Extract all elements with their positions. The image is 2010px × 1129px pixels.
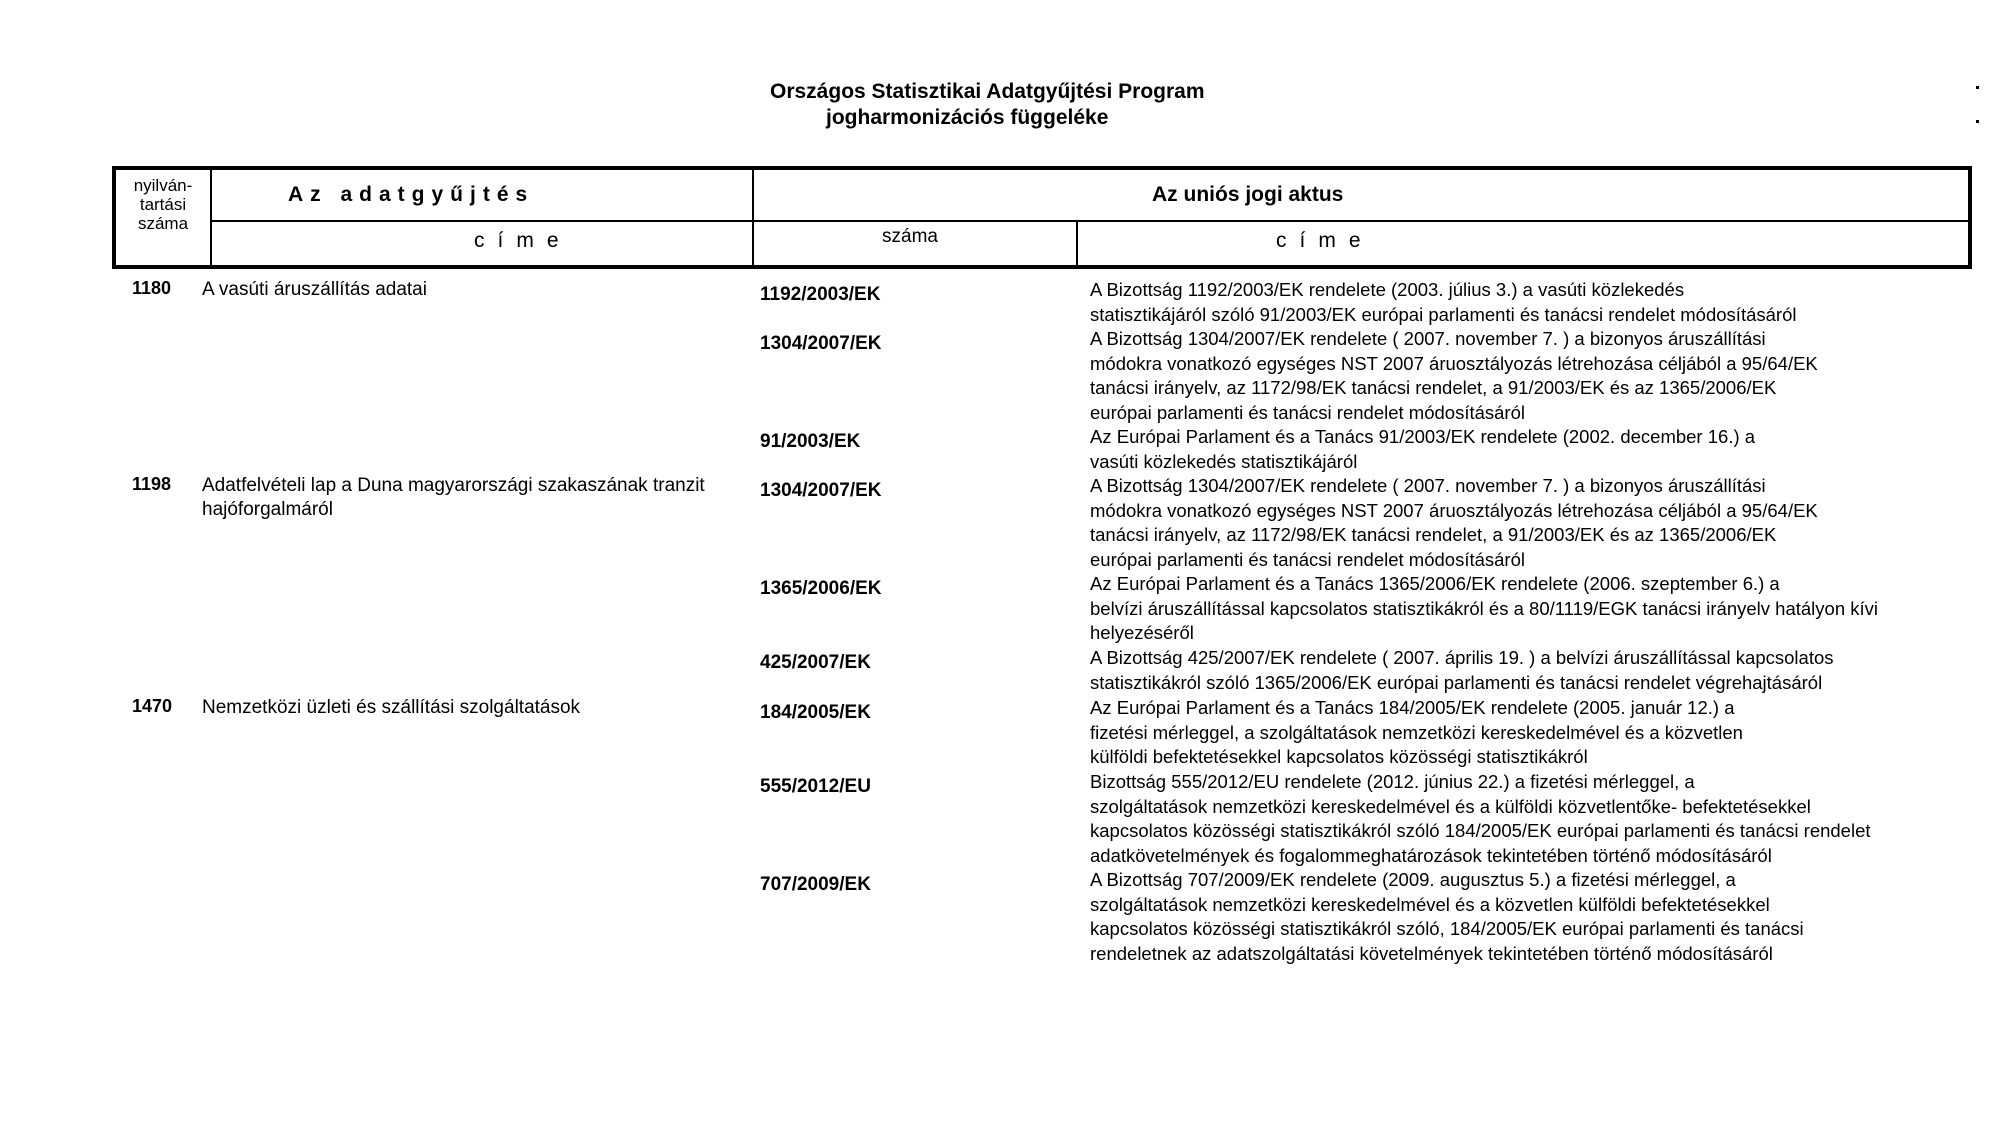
header-adatgyujtes: Az adatgyűjtés (212, 170, 754, 222)
margin-dot (1976, 86, 1979, 89)
act-code: 1304/2007/EK (760, 333, 882, 354)
collection-number: 1470 (132, 696, 173, 716)
header-aktus-szama: száma (754, 222, 1078, 265)
act-title: A Bizottság 1192/2003/EK rendelete (2003. július 3.) a vasúti közlekedés statisztikájáról szóló 91/2003/EK európai parlamenti és tanácsi rendelet módosításáról (1090, 279, 1797, 325)
page-subtitle: jogharmonizációs függeléke (826, 106, 1109, 129)
header-adatgyujtes-cime: címe (212, 222, 754, 265)
act-code: 1304/2007/EK (760, 480, 882, 501)
act-title: A Bizottság 1304/2007/EK rendelete ( 2007. november 7. ) a bizonyos áruszállítási módokra vonatkozó egységes NST 2007 áruosztályozás létrehozása céljából a 95/64/EK tanácsi irányelv, az 1172/98/EK tanácsi rendelet, a 91/2003/EK és az 1365/2006/EK európai parlamenti és tanácsi rendelet módosításáról (1090, 475, 1818, 570)
act-code: 707/2009/EK (760, 874, 871, 895)
table-body (0, 278, 2010, 978)
act-title: A Bizottság 707/2009/EK rendelete (2009. augusztus 5.) a fizetési mérleggel, a szolgáltatások nemzetközi kereskedelmével és a közvetlen külföldi befektetésekkel kapcsolatos közösségi statisztikákról szóló, 184/2005/EK európai parlamenti és tanácsi rendeletnek az adatszolgáltatási követelmények tekintetében történő módosításáról (1090, 869, 1804, 964)
table-header (112, 166, 1972, 269)
act-code: 425/2007/EK (760, 652, 871, 673)
page-title-block (0, 80, 2010, 140)
header-nyilvantartasi-szama (116, 170, 212, 265)
header-unios-jogi-aktus: Az uniós jogi aktus (754, 170, 1968, 222)
act-title: A Bizottság 425/2007/EK rendelete ( 2007. április 19. ) a belvízi áruszállítással kapcsolatos statisztikákról szóló 1365/2006/EK európai parlamenti és tanácsi rendelet végrehajtásáról (1090, 647, 1834, 693)
act-code: 555/2012/EU (760, 776, 871, 797)
header-nyilv-label: nyilván- tartási száma (133, 176, 193, 233)
act-title: Az Európai Parlament és a Tanács 91/2003/EK rendelete (2002. december 16.) a vasúti közlekedés statisztikájáról (1090, 426, 1756, 472)
page-title: Országos Statisztikai Adatgyűjtési Program (770, 80, 1205, 103)
act-title: Bizottság 555/2012/EU rendelete (2012. június 22.) a fizetési mérleggel, a szolgáltatások nemzetközi kereskedelmével és a külföldi közvetlentőke- befektetésekkel kapcsolatos közösségi statisztikákról szóló 184/2005/EK európai parlamenti és tanácsi rendelet adatkövetelmények és fogalommeghatározások tekintetében történő módosításáról (1090, 771, 1871, 866)
collection-title: Adatfelvételi lap a Duna magyarországi szakaszának tranzit hajóforgalmáról (202, 475, 705, 520)
margin-dot (1976, 120, 1979, 123)
act-code: 1192/2003/EK (760, 284, 881, 305)
collection-number: 1180 (132, 278, 172, 298)
collection-number: 1198 (132, 474, 172, 494)
act-title: Az Európai Parlament és a Tanács 184/2005/EK rendelete (2005. január 12.) a fizetési mérleggel, a szolgáltatások nemzetközi kereskedelmével és a közvetlen külföldi befektetésekkel kapcsolatos közösségi statisztikákról (1090, 697, 1743, 768)
act-title: Az Európai Parlament és a Tanács 1365/2006/EK rendelete (2006. szeptember 6.) a belvízi áruszállítással kapcsolatos statisztikákról és a 80/1119/EGK tanácsi irányelv hatályon kívi helyezéséről (1090, 573, 1878, 644)
header-aktus-cime: címe (1276, 229, 1374, 252)
act-title: A Bizottság 1304/2007/EK rendelete ( 2007. november 7. ) a bizonyos áruszállítási módokra vonatkozó egységes NST 2007 áruosztályozás létrehozása céljából a 95/64/EK tanácsi irányelv, az 1172/98/EK tanácsi rendelet, a 91/2003/EK és az 1365/2006/EK európai parlamenti és tanácsi rendelet módosításáról (1090, 328, 1818, 423)
act-code: 91/2003/EK (760, 431, 861, 452)
collection-title: Nemzetközi üzleti és szállítási szolgáltatások (202, 697, 581, 718)
act-code: 1365/2006/EK (760, 578, 882, 599)
collection-title: A vasúti áruszállítás adatai (202, 279, 427, 300)
act-code: 184/2005/EK (760, 702, 871, 723)
